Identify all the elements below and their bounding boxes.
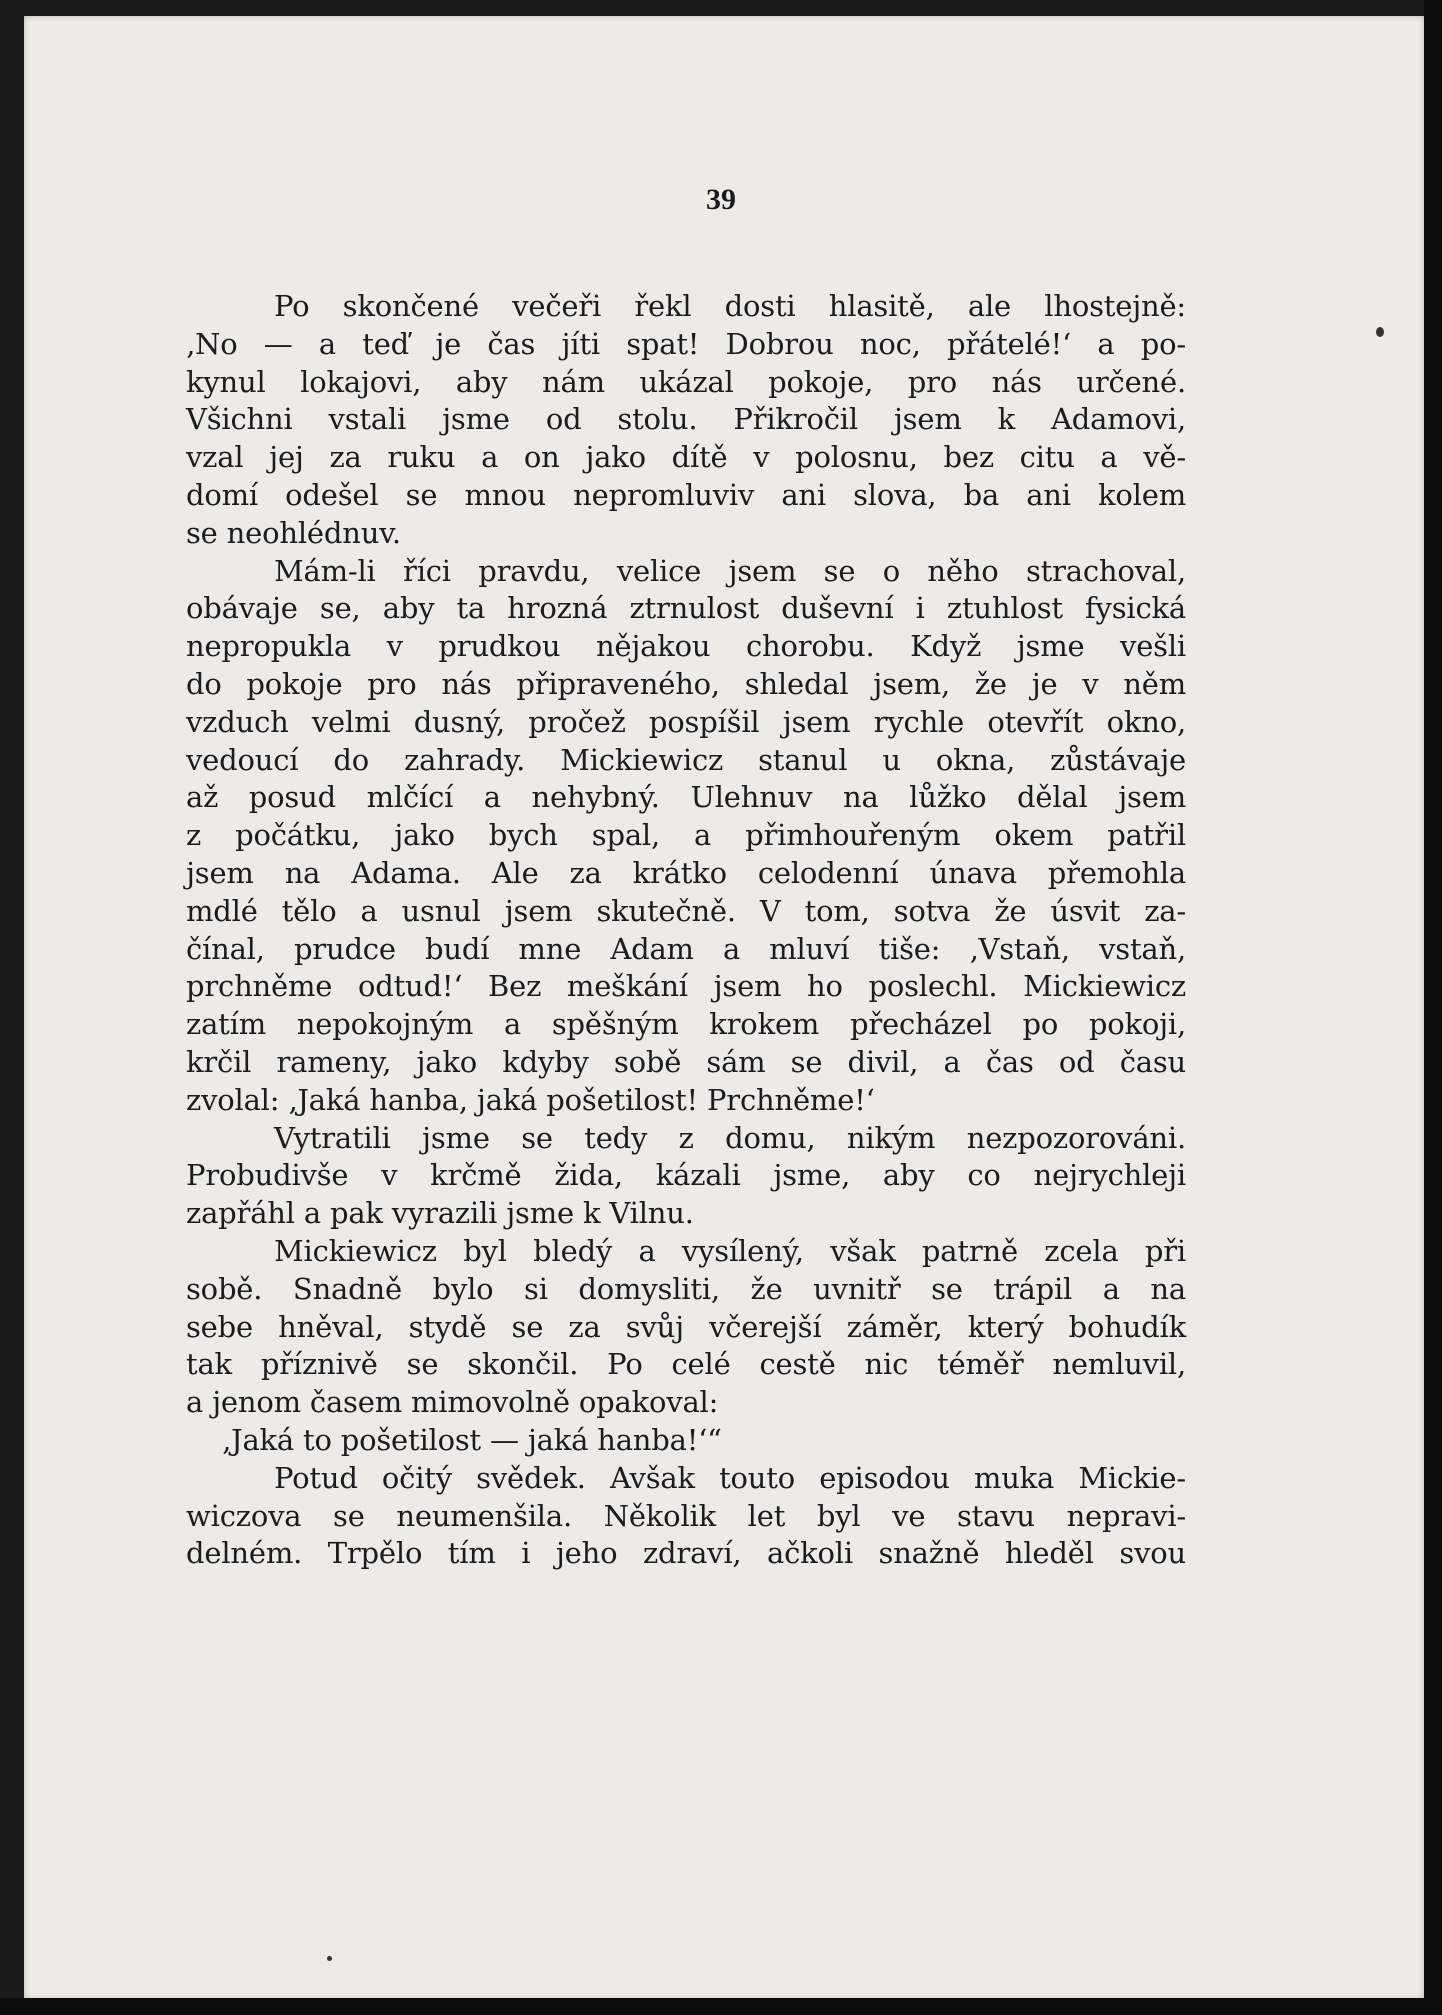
text-line: čínal, prudce budí mne Adam a mluví tiše: ‚Vstaň, vstaň, bbox=[186, 931, 1186, 966]
text-line: Po skončené večeři řekl dosti hlasitě, ale lhostejně: bbox=[274, 289, 1186, 323]
text-line: ‚No — a teď je čas jíti spat! Dobrou noc, přátelé!‘ a po- bbox=[186, 326, 1186, 361]
text-line: wiczova se neumenšila. Několik let byl ve stavu nepravi- bbox=[186, 1498, 1186, 1533]
text-line: vzduch velmi dusný, pročež pospíšil jsem rychle otevřít okno, bbox=[186, 704, 1186, 739]
text-line: do pokoje pro nás připraveného, shledal jsem, že je v něm bbox=[186, 666, 1186, 701]
text-line: zapřáhl a pak vyrazili jsme k Vilnu. bbox=[186, 1196, 694, 1231]
scan-border-bottom bbox=[0, 1998, 1442, 2015]
text-line: domí odešel se mnou nepromluviv ani slova, ba ani kolem bbox=[186, 477, 1186, 512]
text-line: prchněme odtud!‘ Bez meškání jsem ho poslechl. Mickiewicz bbox=[186, 969, 1186, 1004]
text-line: až posud mlčící a nehybný. Ulehnuv na lůžko dělal jsem bbox=[186, 780, 1186, 815]
text-line: sobě. Snadně bylo si domysliti, že uvnitř se trápil a na bbox=[186, 1271, 1186, 1306]
text-line: vedoucí do zahrady. Mickiewicz stanul u okna, zůstávaje bbox=[186, 742, 1186, 777]
text-line: zvolal: ‚Jaká hanba, jaká pošetilost! Prchněme!‘ bbox=[186, 1082, 875, 1117]
text-line: Mám-li říci pravdu, velice jsem se o něho strachoval, bbox=[274, 553, 1186, 588]
text-line: se neohlédnuv. bbox=[186, 515, 401, 550]
text-line: zatím nepokojným a spěšným krokem přecházel po pokoji, bbox=[186, 1007, 1186, 1042]
text-line: mdlé tělo a usnul jsem skutečně. V tom, sotva že úsvit za- bbox=[186, 893, 1186, 928]
text-line: delném. Trpělo tím i jeho zdraví, ačkoli snažně hleděl svou bbox=[186, 1536, 1186, 1571]
scan-border-right bbox=[1424, 0, 1442, 2015]
text-line: a jenom časem mimovolně opakoval: bbox=[186, 1385, 719, 1420]
text-line: vzal jej za ruku a on jako dítě v polosnu, bez citu a vě- bbox=[186, 440, 1186, 475]
text-line: sebe hněval, stydě se za svůj včerejší záměr, který bohudík bbox=[186, 1309, 1186, 1344]
text-line: ‚Jaká to pošetilost — jaká hanba!‘“ bbox=[222, 1422, 722, 1457]
text-line: jsem na Adama. Ale za krátko celodenní únava přemohla bbox=[186, 855, 1186, 890]
text-line: Všichni vstali jsme od stolu. Přikročil jsem k Adamovi, bbox=[186, 402, 1186, 437]
text-line: krčil rameny, jako kdyby sobě sám se divil, a čas od času bbox=[186, 1044, 1186, 1079]
text-line: nepropukla v prudkou nějakou chorobu. Když jsme vešli bbox=[186, 629, 1186, 664]
text-line: Probudivše v krčmě žida, kázali jsme, aby co nejrychleji bbox=[186, 1158, 1186, 1193]
text-line: Potud očitý svědek. Avšak touto episodou muka Mickie- bbox=[274, 1460, 1186, 1495]
text-line: Mickiewicz byl bledý a vysílený, však patrně zcela při bbox=[274, 1233, 1186, 1268]
text-line: tak příznivě se skončil. Po celé cestě nic téměř nemluvil, bbox=[186, 1347, 1186, 1382]
text-line: Vytratili jsme se tedy z domu, nikým nezpozorováni. bbox=[274, 1120, 1186, 1155]
scan-speck bbox=[327, 1956, 332, 1961]
body-text bbox=[186, 288, 1186, 1573]
text-line: kynul lokajovi, aby nám ukázal pokoje, pro nás určené. bbox=[186, 364, 1186, 399]
page-number: 39 bbox=[706, 183, 736, 216]
scan-speck bbox=[1376, 327, 1384, 337]
text-line: obávaje se, aby ta hrozná ztrnulost duševní i ztuhlost fysická bbox=[186, 591, 1186, 626]
text-line: z počátku, jako bych spal, a přimhouřeným okem patřil bbox=[186, 818, 1186, 853]
